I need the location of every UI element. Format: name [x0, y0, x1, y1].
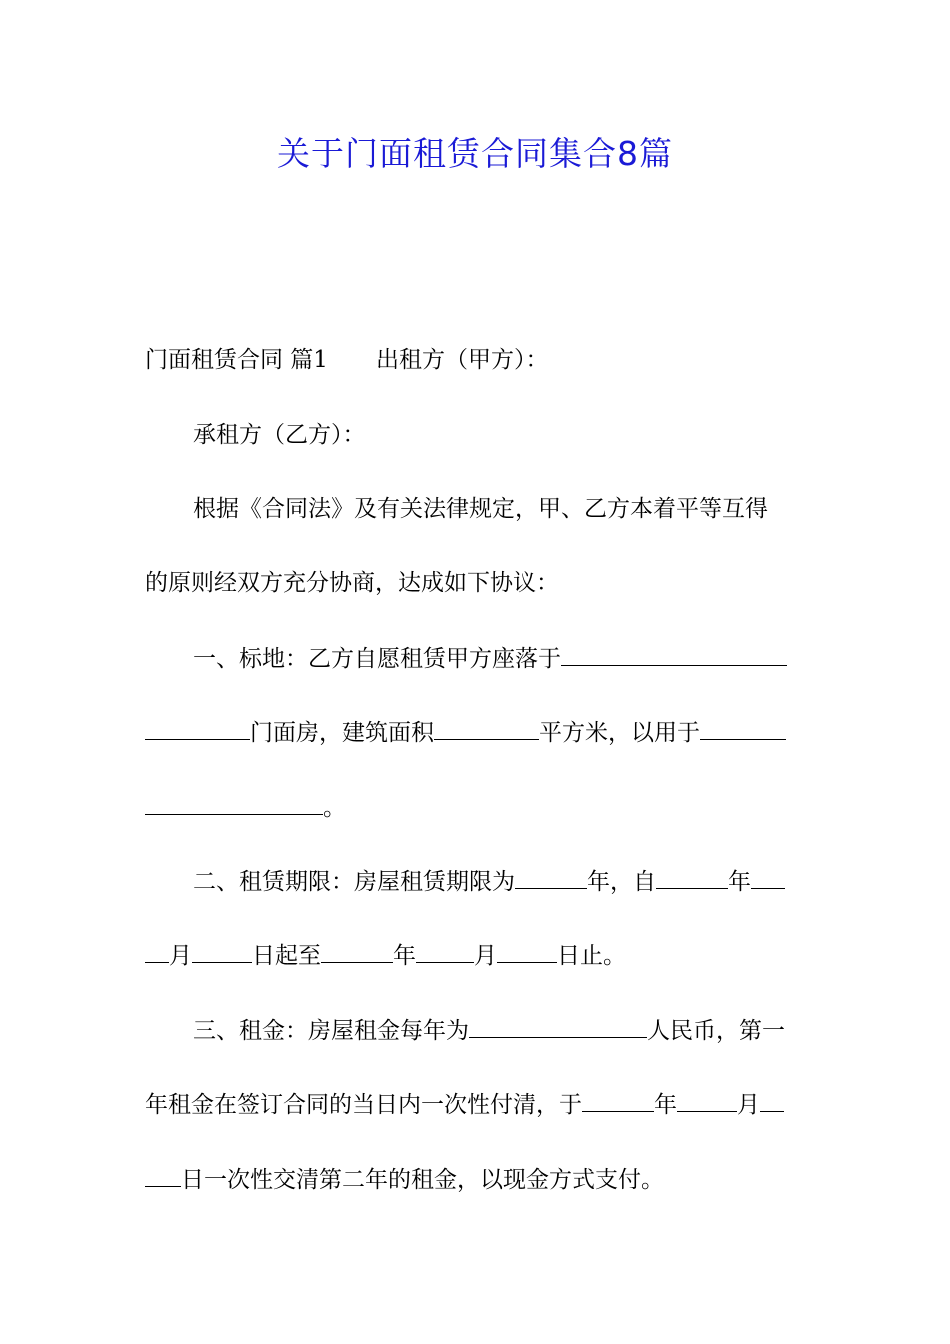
- area-blank: [434, 717, 539, 740]
- clause3-text-c: 年租金在签订合同的当日内一次性付清，于: [145, 1092, 582, 1118]
- usage-blank: [700, 717, 786, 740]
- start-day-blank: [192, 940, 252, 963]
- clause3-line-1: [193, 1015, 810, 1046]
- clause2-text-b: 年，自: [587, 869, 656, 895]
- usage-blank-cont: [145, 792, 323, 815]
- heading-row: [145, 345, 810, 375]
- clause1-text-b: 门面房，建筑面积: [250, 720, 434, 746]
- rent-amount-blank: [469, 1015, 647, 1038]
- clause1-line-3: [145, 792, 810, 823]
- term-years-blank: [515, 866, 587, 889]
- end-month-blank: [416, 940, 474, 963]
- start-year-blank: [656, 866, 728, 889]
- end-year-blank: [321, 940, 393, 963]
- pay-day-blank: [760, 1089, 784, 1112]
- lessee-label: 承租方（乙方）：: [193, 422, 366, 448]
- intro-line-1: 根据《合同法》及有关法律规定，甲、乙方本着平等互得: [193, 496, 768, 522]
- clause1-line-2: [145, 717, 810, 748]
- contract-heading: 门面租赁合同 篇1: [145, 347, 328, 373]
- clause2-line-2: [145, 940, 810, 971]
- clause2-text-f: 年: [393, 943, 416, 969]
- start-month-blank: [751, 866, 785, 889]
- clause1-line-1: [193, 643, 810, 674]
- clause3-text-b: 人民币，第一: [647, 1018, 785, 1044]
- pay-year-blank: [582, 1089, 654, 1112]
- clause3-text-a: 三、租金：房屋租金每年为: [193, 1018, 469, 1044]
- pay-month-blank: [677, 1089, 737, 1112]
- clause2-text-c: 年: [728, 869, 751, 895]
- clause2-text-g: 月: [474, 943, 497, 969]
- intro-line-2: 的原则经双方充分协商，达成如下协议：: [145, 570, 559, 596]
- start-month-blank-cont: [145, 940, 169, 963]
- clause3-text-e: 月: [737, 1092, 760, 1118]
- clause3-text-d: 年: [654, 1092, 677, 1118]
- end-day-blank: [497, 940, 557, 963]
- clause3-line-2: [145, 1089, 810, 1120]
- clause2-text-a: 二、租赁期限：房屋租赁期限为: [193, 869, 515, 895]
- clause1-text-c: 平方米，以用于: [539, 720, 700, 746]
- clause1-text-d: 。: [323, 795, 346, 821]
- clause3-text-f: 日一次性交清第二年的租金，以现金方式支付。: [181, 1167, 664, 1193]
- clause2-line-1: [193, 866, 810, 897]
- document-title: 关于门面租赁合同集合8篇: [277, 134, 673, 173]
- clause2-text-h: 日止。: [557, 943, 626, 969]
- lessor-label: 出租方（甲方）：: [375, 347, 549, 373]
- clause1-text-a: 一、标地：乙方自愿租赁甲方座落于: [193, 646, 561, 672]
- clause2-text-d: 月: [169, 943, 192, 969]
- location-blank: [561, 643, 787, 666]
- clause3-line-3: [145, 1164, 810, 1195]
- location-blank-cont: [145, 717, 250, 740]
- pay-day-blank-cont: [145, 1164, 181, 1187]
- clause2-text-e: 日起至: [252, 943, 321, 969]
